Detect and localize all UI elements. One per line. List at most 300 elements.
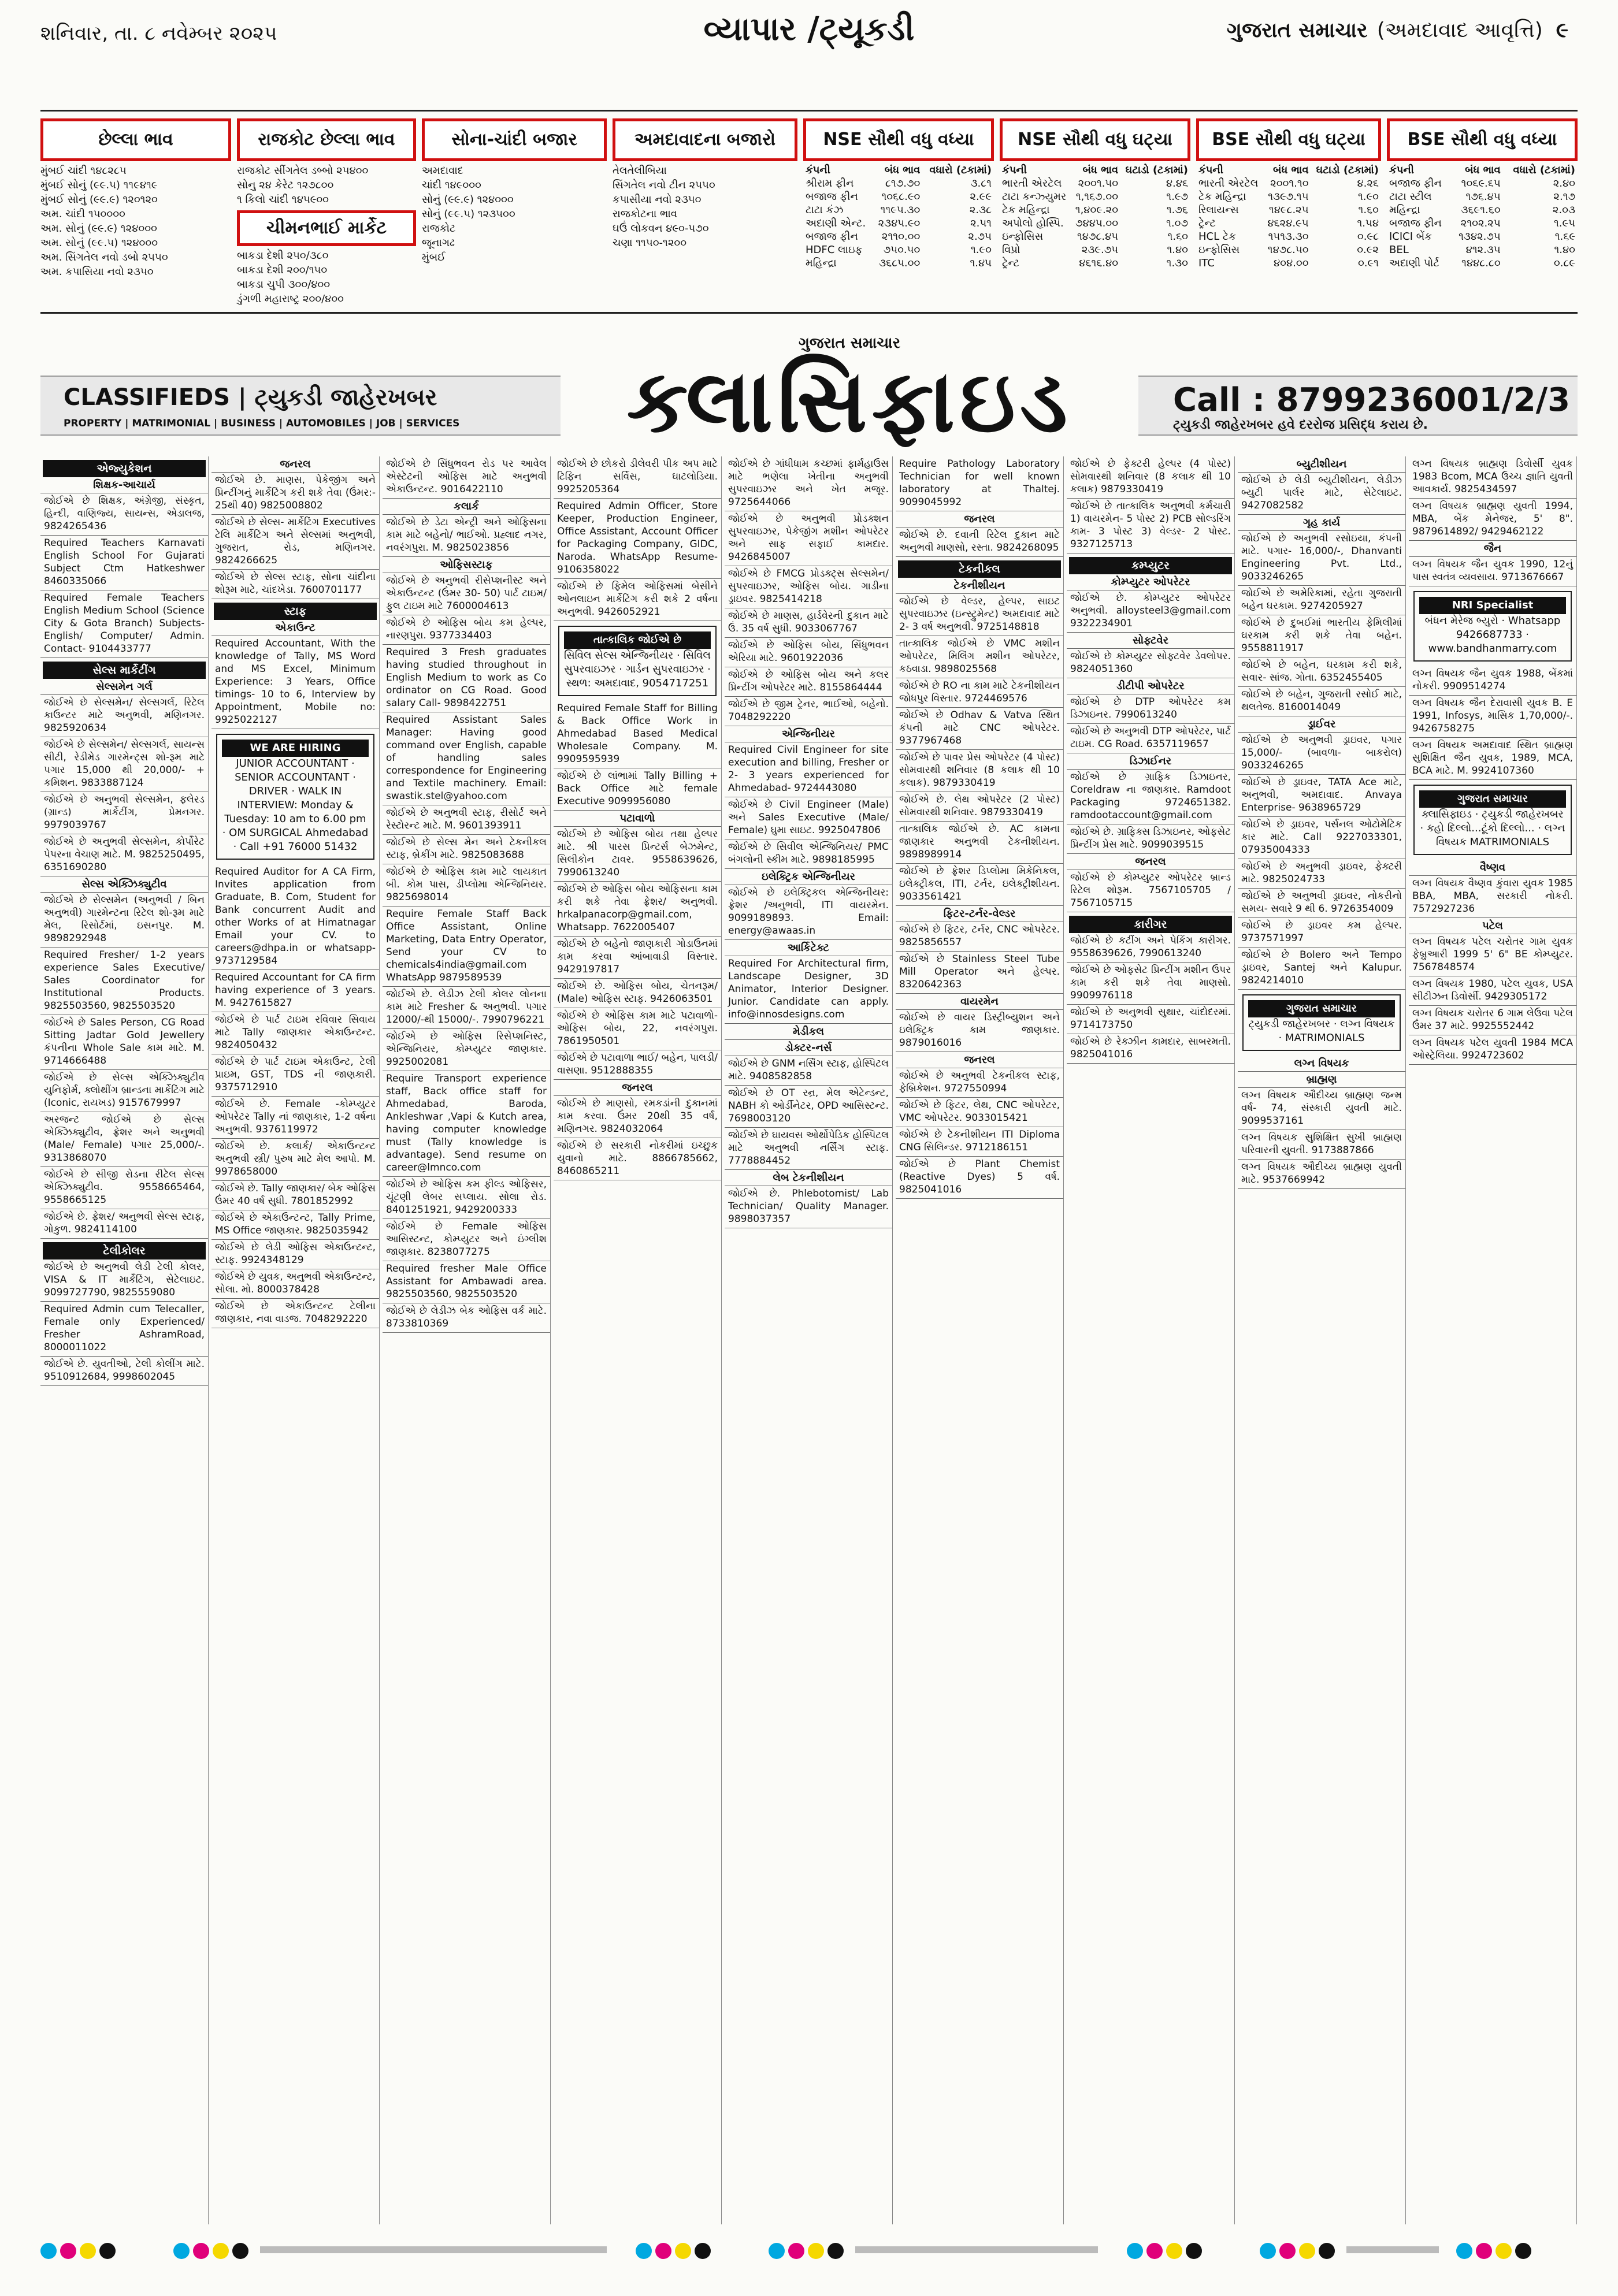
table-row — [1387, 177, 1578, 190]
category-heading: એન્જિનીયર — [725, 726, 892, 742]
table-row — [803, 243, 994, 257]
classified-ad: જોઈએ છે લાંભામાં Tally Billing + Back Office માટે female Executive 9099956080 — [554, 768, 721, 811]
market-line: અમદાવાદ — [422, 165, 463, 177]
table-cell: ૪.૪૬ — [1166, 177, 1188, 190]
table-row — [1196, 177, 1381, 190]
classified-ad: જોઈએ છે લેડી ઓફિસ એકાઉન્ટન્ટ, સ્ટાફ. 9924348129 — [211, 1240, 379, 1269]
classified-ad: તાત્કાલિક જોઈએ છે. AC કામના જાણકાર અનુભવી ટેકનીશીયન. 9898989914 — [896, 822, 1063, 864]
table-cell: ૧.૯૦ — [970, 244, 992, 256]
table-cell: ૧.૪૦ — [1554, 244, 1575, 256]
registration-dot — [232, 2243, 248, 2259]
market-line: બાકડા દેશી ૨૦૦/૧૫૦ — [237, 264, 328, 276]
classified-ad: જોઈએ છે સેલ્સમેન/ સેલ્સગર્લ, રિટેલ કાઉન્ટર માટે અનુભવી, મણિનગર. 9825920634 — [40, 695, 208, 737]
classified-ad: જોઈએ છે અનુભવી સુથાર, ચાંદોદરમાં. 9714173750 — [1067, 1005, 1234, 1034]
classified-ad: Required Teachers Karnavati English School For Gujarati Subject Ctm Hatkeshwer 8460335066 — [40, 536, 208, 590]
table-cell: ૧.૩૦ — [1166, 257, 1188, 269]
registration-dot — [60, 2243, 76, 2259]
table-cell: ટેક મહિન્દ્રા — [1002, 204, 1050, 216]
classified-column — [896, 456, 1064, 2224]
classified-ad: જોઈએ છે ઓફિસ બોય અને કલર પ્રિન્ટીંગ ઓપરેટર માટે. 8155864444 — [725, 667, 892, 697]
classified-ad: જોઈએ છે બહેન, ગુજરાતી રસોઈ માટે, થલતેજ. 8160014049 — [1238, 687, 1405, 716]
classified-ad: જોઈએ છે DTP ઓપરેટર કમ ડિઝાઇનર. 7990613240 — [1067, 694, 1234, 724]
gray-scale-bar — [855, 2246, 1098, 2253]
classified-ad: લગ્ન વિષયક પટેલ ચરોતર ગામ યુવક ફેબ્રુઆરી 1999 5' 6" BE કોમ્પ્યુટર. 7567848574 — [1409, 934, 1576, 976]
table-cell: ૨.૭૫ — [968, 231, 992, 243]
classified-ad: જોઈએ છે. લેથ ઓપરેટર (2 પોસ્ટ) સોમવારથી શનિવાર. 9879330419 — [896, 792, 1063, 822]
classified-ad: જોઈએ છે તાત્કાલિક અનુભવી કર્મચારી 1) વાયરમેન- 5 પોસ્ટ 2) PCB સોલ્ડરિંગ કામ- 3 પોસ્ટ 3) વેલ્ડર- 2 પોસ્ટ. 9327125713 — [1067, 499, 1234, 553]
classified-ad: જોઈએ છે ફેક્ટરી હેલ્પર (4 પોસ્ટ) સોમવારથી શનિવાર (8 કલાક થી 10 કલાક) 9879330419 — [1067, 456, 1234, 499]
category-heading: જનરલ — [554, 1080, 721, 1096]
classified-ad: જોઈએ છે ઓફિસ બોય કમ હેલ્પર, નારણપુરા. 9377334403 — [383, 615, 550, 645]
table-cell: ૧.૯૦ — [1357, 191, 1379, 203]
table-cell: ૧.૭૬ — [1166, 204, 1188, 216]
market-title: સોના-ચાંદી બજાર — [422, 118, 607, 161]
registration-dot — [769, 2243, 785, 2259]
classified-ad: જોઈએ છે ઘાયવસ ઓર્થોપેડિક હોસ્પિટલ માટે અનુભવી નર્સિંગ સ્ટાફ. 7778884452 — [725, 1128, 892, 1170]
table-cell: ૧.૬૦ — [1358, 204, 1379, 216]
classified-column — [383, 456, 551, 2224]
table-header: વધારો (ટકામાં) — [929, 164, 992, 176]
market-nse-down — [1000, 118, 1190, 292]
table-cell: HCL ટેક — [1198, 231, 1237, 243]
table-row — [1387, 230, 1578, 243]
table-header: કંપની — [1002, 164, 1027, 176]
table-row — [803, 190, 994, 203]
classified-ad: જોઈએ છે ઓફિસ બોય ઓફિસના કામ કરી શકે તેવા ફ્રેશર/ અનુભવી. hrkalpanacorp@gmail.com, Whatsapp. 7622005407 — [554, 882, 721, 937]
table-cell: ૩.૮૧ — [970, 177, 992, 190]
display-ad-body: ક્લાસિફાઇડ · ટ્યુકડી જાહેરખબર · કહો દિલ્લો...ટૂંકો દિલ્લો... · લગ્ન વિષયક MATRIMONIALS — [1420, 808, 1565, 848]
market-line: સોનુ ૨૪ કેરેટ ૧૨૭૮૦૦ — [237, 179, 334, 191]
classified-ad: જોઈએ છે અમેરિકામાં, રહેતા ગુજરાતી બહેન ઘરકામ. 9274205927 — [1238, 586, 1405, 615]
market-title: NSE સૌથી વધુ વધ્યા — [803, 118, 994, 161]
table-cell: ૧૩૪૨.૭૫ — [1459, 231, 1501, 243]
category-heading: ઓફિસસ્ટાફ — [383, 557, 550, 573]
classified-ad: જોઈએ છે સેલ્સ સ્ટાફ, સોના ચાંદીના શોરૂમ માટે, ચાંદખેડા. 7600701177 — [211, 570, 379, 599]
market-line: સોનું (૯૯.૫) ૧૨૩૫૦૦ — [422, 208, 515, 220]
category-heading: લગ્ન વિષયક — [1238, 1056, 1405, 1072]
classified-ad: જોઈએ છે જીમ ટ્રેનર, ભાઈઓ, બહેનો. 7048292220 — [725, 697, 892, 726]
classified-ad: જોઈએ છે ઓફિસ બોય, સિંધુભવન એરિયા માટે. 9601922036 — [725, 638, 892, 667]
table-header: ઘટાડો (ટકામાં) — [1125, 164, 1188, 176]
registration-dot — [1146, 2243, 1163, 2259]
category-heading: કલાર્ક — [383, 499, 550, 515]
classified-ad: જોઈએ છે GNM નર્સિંગ સ્ટાફ, હોસ્પિટલ માટે. 9408582858 — [725, 1056, 892, 1086]
classified-ad: જોઈએ છે સેલ્સ- માર્કેટિંગ Executives ટેલિ માર્કેટિંગ અને સેલ્સમાં અનુભવી, ગુજરાત, રોડ, મણિનગર. 9824266625 — [211, 515, 379, 570]
classified-ad: Required fresher Male Office Assistant for Ambawadi area. 9825503560, 9825503520 — [383, 1261, 550, 1303]
display-ad-heading: ગુજરાત સમાચાર — [1248, 1000, 1395, 1017]
market-line: અમ. કપાસિયા નવો ૨૩૫૦ — [40, 266, 154, 278]
table-cell: અદાણી પોર્ટ — [1389, 257, 1439, 269]
gray-scale-bar — [1346, 2246, 1439, 2253]
classified-ad: જોઈએ છે છોકરો ડીલેવરી પીક અપ માટે ટિફિન સર્વિસ, ઘાટલોડિયા. 9925205364 — [554, 456, 721, 499]
table-cell: ૧.૬૯ — [1554, 231, 1575, 243]
classified-ad: Require Female Staff Back Office Assistant, Online Marketing, Data Entry Operator, Send your CV to chemicals4india@gmail.com WhatsApp 9879589539 — [383, 906, 550, 987]
market-line: અમ. ચાંદી ૧૫૦૦૦૦ — [40, 208, 125, 220]
category-heading: સોફ્ટવેર — [1067, 633, 1234, 649]
classified-ad: જોઈએ છે. યુવતીઓ, ટેલી કોલીંગ માટે. 9510912684, 9998602045 — [40, 1357, 208, 1386]
classified-ad: જોઈએ છે પાર્ટ ટાઇમ એકાઉન્ટ, ટેલી પ્રાઇમ, GST, TDS ની જાણકારી. 9375712910 — [211, 1054, 379, 1097]
display-ad-heading: ગુજરાત સમાચાર — [1419, 790, 1566, 808]
display-ad-body: બંધન મેરેજ બ્યુરો · Whatsapp 9426687733 · www.bandhanmarry.com — [1424, 615, 1561, 655]
table-cell: ૪૬૧૬.૪૦ — [1079, 257, 1119, 269]
category-heading: ડોક્ટર-નર્સ — [725, 1040, 892, 1056]
classified-ad: લગ્ન વિષયક ઔદીચ્ય બ્રાહ્મણ જન્મ વર્ષ- 74, સંસ્કારી યુવતી માટે. 9099537161 — [1238, 1088, 1405, 1130]
category-heading: સેલ્સમેન ગર્લ — [40, 679, 208, 695]
table-header: કંપની — [1389, 164, 1414, 176]
classified-label: CLASSIFIEDS | ટ્યુકડી જાહેરખબર — [64, 384, 437, 411]
display-ad-heading: NRI Specialist — [1419, 597, 1566, 614]
classified-ad: જોઈએ છે સેલ્સ મેન અને ટેકનીકલ સ્ટાફ, બ્રેકીંગ માટે. 9825083688 — [383, 835, 550, 864]
classified-ad: લગ્ન વિષયક ઔદીચ્ય બ્રાહ્મણ યુવતી માટે. 9537669942 — [1238, 1160, 1405, 1189]
registration-dot — [1299, 2243, 1315, 2259]
classified-ad: જોઈએ છે અનુભવી DTP ઓપરેટર, પાર્ટ ટાઇમ. CG Road. 6357119657 — [1067, 724, 1234, 753]
classified-ad: જોઈએ છે ફિમેલ ઓફિસમાં બેસીને ઓનલાઇન માર્કેટિંગ કરી શકે 2 વર્ષના અનુભવી. 9426052921 — [554, 579, 721, 621]
classified-ad: જોઈએ છે સિંધુભવન રોડ પર આવેલ એસ્ટેટની ઓફિસ માટે અનુભવી એકાઉન્ટન્ટ. 9016422110 — [383, 456, 550, 499]
classified-ad: જોઈએ છે અનુભવી રસોઇયા, કંપની માટે. પગાર- 16,000/-, Dhanvanti Engineering Pvt. Ltd., 9033246265 — [1238, 531, 1405, 586]
classified-ad: જોઈએ છે ગ્રાફિક ડિઝાઇનર, Coreldraw ના જાણકાર. Ramdoot Packaging 9724651382. ramdootaccount@gmail.com — [1067, 770, 1234, 824]
category-heading: પટાવાળો — [554, 811, 721, 827]
classified-ad: જોઈએ છે. દવાની રિટેલ દુકાન માટે અનુભવી માણસો, રસ્તા. 9824268095 — [896, 527, 1063, 557]
classified-ad: જોઈએ છે કોમ્પ્યુટર ઓપરેટર બ્રાન્ડ રિટેલ શોરૂમ. 7567105705 / 7567105715 — [1067, 870, 1234, 912]
classified-call-note: ટ્યુકડી જાહેરખબર હવે દરરોજ પ્રસિદ્ધ કરાય છે. — [1173, 418, 1428, 432]
category-heading: જનરલ — [1067, 854, 1234, 870]
classified-ad: જોઈએ છે. માણસ, પેકેજીંગ અને પ્રિન્ટીંગનું માર્કેટિંગ કરી શકે તેવા (ઉંમર:- 25થી 40) 9825008802 — [211, 473, 379, 515]
registration-dot — [1186, 2243, 1202, 2259]
table-cell: ૧.૯૫ — [1553, 217, 1575, 229]
table-cell: ૧૪૭૮.૫૦ — [1267, 244, 1309, 256]
table-cell: ૧.૪૦ — [1167, 244, 1188, 256]
table-cell: ૩૬૯૧.૬૦ — [1461, 204, 1501, 216]
table-cell: ૭૪૪૫.૦૦ — [1075, 217, 1119, 229]
classified-ad: Required Female Teachers English Medium School (Science City & Gota Branch) Subjects- English/ Computer/ Admin. Contact- 9104433777 — [40, 590, 208, 658]
registration-dot — [99, 2243, 116, 2259]
table-cell: ૭૫૦.૫૦ — [883, 244, 921, 256]
table-row — [1387, 190, 1578, 203]
table-cell: HDFC લાઇફ — [806, 244, 863, 256]
classified-ad: જોઈએ છે Sales Person, CG Road Sitting Jadtar Gold Jewellery કંપનીના Whole Sale કામ માટે. M. 9714666488 — [40, 1015, 208, 1070]
table-cell: શ્રીરામ ફીન — [806, 177, 854, 190]
category-heading: ગૃહ કાર્ય — [1238, 515, 1405, 531]
table-cell: ૨.૧૭ — [1553, 191, 1575, 203]
table-cell: ૧૧૯૫.૩૦ — [880, 204, 921, 216]
classified-ad: જોઈએ છે. કલાર્ક/ એકાઉન્ટન્ટ અનુભવી સ્ત્રી/ પુરુષ માટે મેલ આપો. M. 9978658000 — [211, 1139, 379, 1181]
classified-ad: જોઈએ છે કોમ્પ્યુટર સોફ્ટવેર ડેવલોપર. 9824051360 — [1067, 649, 1234, 678]
classified-ad: જોઈએ છે પટાવાળા ભાઈ/ બહેન, પાલડી/ વાસણા. 9512888355 — [554, 1050, 721, 1080]
category-heading: વાયરમેન — [896, 994, 1063, 1010]
table-cell: ૪૦૪.૦૦ — [1274, 257, 1309, 269]
category-heading: જનરલ — [211, 456, 379, 473]
table-cell: ૨૦૦૧.૫૦ — [1078, 177, 1119, 190]
market-line: અમ. સોનું (૯૯.૯) ૧૨૪૦૦૦ — [40, 222, 157, 235]
market-line: જૂનાગઢ — [422, 237, 455, 249]
classified-ad: જોઈએ છે ઓફિસ રિસેપ્શનિસ્ટ, એન્જિનિયર, કોમ્પ્યુટર જાણકાર. 9925002081 — [383, 1029, 550, 1071]
table-cell: ૩૬૮૫.૦૦ — [879, 257, 921, 269]
table-cell: ૧૪૯૮.૨૫ — [1268, 204, 1309, 216]
classified-ad: જોઈએ છે એકાઉન્ટન્ટ, Tally Prime, MS Office જાણકાર. 9825035942 — [211, 1210, 379, 1240]
table-cell: ટાટા સ્ટીલ — [1389, 191, 1432, 203]
section-heading: સ્ટાફ — [214, 603, 377, 620]
table-cell: ઇન્ફોસિસ — [1002, 231, 1044, 243]
classified-ad: જોઈએ છે ટેકનીશીયન ITI Diploma CNG સિલિન્ડર. 9712186151 — [896, 1127, 1063, 1157]
category-heading: કોમ્પ્યુટર ઓપરેટર — [1067, 574, 1234, 590]
registration-dot — [636, 2243, 652, 2259]
market-line: કપાસીયા નવો ૨૩૫૦ — [613, 194, 702, 206]
market-line: રાજકોટના ભાવ — [613, 208, 677, 220]
classified-ad: અરજન્ટ જોઈએ છે સેલ્સ એક્ઝિક્યુટીવ, ફ્રેશર અને અનુભવી (Male/ Female) પગાર 25,000/-. 9313868070 — [40, 1112, 208, 1167]
market-line: મુંબઈ સોનું (૯૯.૫) ૧૧૯૪૧૯ — [40, 179, 158, 191]
table-cell: ટાટા કંઝ — [806, 204, 844, 216]
table-header: ઘટાડો (ટકામાં) — [1316, 164, 1379, 176]
table-cell: ૧૩૯૭.૧૫ — [1268, 191, 1309, 203]
classified-ad: જોઈએ છે સેલ્સ એક્ઝિક્યુટીવ યુનિફોર્મ, ક્લોથીંગ બ્રાન્ડના માર્કેટિંગ માટે (Iconic, રાયખડ) 9157679997 — [40, 1070, 208, 1112]
table-cell: ટાટા કન્ઝ્યુમર — [1002, 191, 1067, 203]
table-row — [1000, 230, 1190, 243]
registration-dot — [1495, 2243, 1512, 2259]
classified-ad: લગ્ન વિષયક બ્રાહ્મણ યુવતી 1994, MBA, બેંક મેનેજર, 5' 8". 9879614892/ 9429462122 — [1409, 499, 1576, 541]
classified-ad: જોઈએ છે સરકારી નોકરીમાં ઇચ્છુક યુવાનો માટે. 8866785662, 8460865211 — [554, 1138, 721, 1180]
table-cell: બજાજ ફીન — [806, 191, 858, 203]
category-heading: જનરલ — [896, 1052, 1063, 1068]
registration-dot — [1260, 2243, 1276, 2259]
classified-ad: જોઈએ છે. ફ્રેશર/ અનુભવી સેલ્સ સ્ટાફ, ગોકુળ. 9824114100 — [40, 1209, 208, 1239]
category-heading: ટેકનીશીયન — [896, 578, 1063, 594]
classified-ad: જોઈએ છે ડ્રાઇવર, પર્સનલ ઓટોમેટિક કાર માટે. Call 9227033301, 07935004333 — [1238, 817, 1405, 859]
classified-call: Call : 8799236001/2/3 — [1173, 381, 1571, 419]
classified-ad: જોઈએ છે ઓફિસ કમ ફીલ્ડ ઓફિસર, ચૂંટણી લેબર સપ્લાય. સોલા રોડ. 8401251921, 9429200333 — [383, 1177, 550, 1219]
classified-ad: જોઈએ છે OT રન્ર, મેલ એટેન્ડન્ટ, NABH કો ઓર્ડીનેટર, OPD આસિસ્ટન્ટ. 7698003120 — [725, 1086, 892, 1128]
section-heading: કારીગર — [1069, 916, 1232, 933]
classified-ad: જોઈએ છે અનુભવી રીસેપ્શનીસ્ટ અને એકાઉન્ટન્ટ (ઉંમર 30- 50) પાર્ટ ટાઇમ/ ફુલ ટાઇમ માટે 7600004613 — [383, 573, 550, 615]
registration-dot — [1515, 2243, 1531, 2259]
classified-ad: Required Admin cum Telecaller, Female only Experienced/ Fresher AshramRoad, 8000011022 — [40, 1302, 208, 1357]
table-row — [1000, 243, 1190, 257]
classified-ad: જોઈએ છે ઓફિસ બોય તથા હેલ્પર માટે. શ્રી પારસ પ્રિન્ટર્સ બેઝમેન્ટ, સિલીકોન ટાવર. 9558639626, 7990613240 — [554, 827, 721, 882]
category-heading: જૈન — [1409, 541, 1576, 557]
classified-ad: જોઈએ છે Stainless Steel Tube Mill Operator અને હેલ્પર. 8320642363 — [896, 952, 1063, 994]
classified-ad: જોઈએ છે અનુભવી સેલ્સમેન, કોર્પોરેટ પેપરના વેચાણ માટે. M. 9825250495, 6351690280 — [40, 834, 208, 876]
table-header: બંધ ભાવ — [1082, 164, 1119, 176]
classified-ad: Required Assistant Sales Manager: Having good command over English, capable of handling sales correspondence for Engineering and Textile machinery. Email: swastik.stel@yahoo.com — [383, 712, 550, 805]
classified-ad: જોઈએ છે Bolero અને Tempo ડ્રાઇવર, Santej અને Kalupur. 9824214010 — [1238, 948, 1405, 990]
classified-categories: PROPERTY | MATRIMONIAL | BUSINESS | AUTOMOBILES | JOB | SERVICES — [64, 418, 460, 429]
classified-ad: Required Auditor for A CA Firm, Invites application from Graduate, B. Com, Student for Bank concurrent Audit and other Works of at Himatnagar Email your CV. to careers@dhpa.in or whatsapp- 9737129584 — [211, 864, 379, 970]
table-cell: BEL — [1389, 244, 1409, 256]
market-line: ચાંદી ૧૪૯૦૦૦ — [422, 179, 481, 191]
display-ad-body: ટ્યુકડી જાહેરખબર · લગ્ન વિષયક · MATRIMONIALS — [1248, 1018, 1395, 1044]
table-cell: ૧,૪૦૯.૨૦ — [1075, 204, 1119, 216]
market-line: ડુંગળી મહારાષ્ટ્ર ૨૦૦/૪૦૦ — [237, 293, 344, 305]
display-ad-heading: WE ARE HIRING — [222, 740, 369, 757]
table-cell: ૧૦૬૮.૯૦ — [881, 191, 921, 203]
table-cell: ૨૦૦૧.૧૦ — [1270, 177, 1309, 190]
registration-dot — [40, 2243, 57, 2259]
table-row — [1387, 257, 1578, 270]
registration-dot — [1319, 2243, 1335, 2259]
category-heading: ઇલેક્ટ્રિક એન્જિનીયર — [725, 869, 892, 885]
market-ahmedabad — [613, 118, 797, 292]
market-title: અમદાવાદના બજારો — [613, 118, 797, 161]
table-row — [1196, 203, 1381, 217]
display-ad — [558, 626, 717, 696]
classified-ad: જોઈએ છે બહેનો જાણકારી ગોડાઉનમાં કામ કરવા આંબાવાડી વિસ્તાર. 9429197817 — [554, 937, 721, 979]
registration-dot — [655, 2243, 671, 2259]
table-cell: ભારતી એરટેલ — [1002, 177, 1062, 190]
table-row — [1196, 190, 1381, 203]
table-header: બંધ ભાવ — [884, 164, 921, 176]
table-row — [1196, 257, 1381, 270]
table-row — [803, 230, 994, 243]
classified-ad: Required Accountant, With the knowledge of Tally, MS Word and MS Excel, Minimum Experience: 3 Years, Office timings- 10 to 6, Interview by Appointment, Mobile no: 9925022127 — [211, 636, 379, 729]
market-subtitle: ચીમનભાઈ માર્કેટ — [237, 210, 416, 246]
category-heading: જનરલ — [896, 511, 1063, 527]
category-heading: શિક્ષક-આચાર્ય — [40, 477, 208, 493]
classified-ad: જોઈએ છે સેલ્સમેન (અનુભવી / બિન અનુભવી) ગારમેન્ટના રિટેલ શો-રૂમ માટે મેલ, રિસોર્ટમાં, ઇસનપુર. M. 9898292948 — [40, 893, 208, 948]
category-heading: બ્યુટીશીયન — [1238, 456, 1405, 473]
table-row — [1387, 243, 1578, 257]
market-chhella-bhav — [40, 118, 231, 292]
newspaper-logo: ગુજરાત સમાચાર — [1226, 18, 1368, 42]
masthead — [40, 6, 1578, 58]
registration-dot — [1127, 2243, 1143, 2259]
classified-ad: લગ્ન વિષયક 1980, પટેલ યુવક, USA સીટીઝન ડિવોર્સી. 9429305172 — [1409, 976, 1576, 1006]
table-row — [803, 203, 994, 217]
classified-ad: જોઈએ છે અનુભવી પ્રોડક્શન સુપરવાઇઝર, પેકેજીંગ મશીન ઓપરેટર અને સાફ સફાઈ કામદાર. 9426845007 — [725, 511, 892, 566]
table-cell: ઇન્ફોસિસ — [1198, 244, 1240, 256]
registration-dot — [80, 2243, 96, 2259]
table-cell: અપોલો હોસ્પિ. — [1002, 217, 1064, 229]
table-cell: ૨.૫૧ — [970, 217, 992, 229]
table-header: બંધ ભાવ — [1273, 164, 1309, 176]
category-heading: આર્કિટેક્ટ — [725, 940, 892, 956]
classified-column — [1067, 456, 1235, 2224]
registration-dot — [788, 2243, 804, 2259]
table-cell: ૦.૯૮ — [1357, 231, 1379, 243]
table-cell: ૨૩૯.૭૫ — [1081, 244, 1119, 256]
table-cell: ૧૫૧૩.૩૦ — [1268, 231, 1309, 243]
table-cell: ટ્રેન્ટ — [1002, 257, 1019, 269]
section-heading: કમ્પ્યુટર — [1069, 557, 1232, 574]
classified-brand: ગુજરાત સમાચાર — [798, 335, 901, 352]
display-ad — [1413, 591, 1572, 662]
table-cell: ૧.૫૪ — [1357, 217, 1379, 229]
table-cell: ૨૧૧૦.૦૦ — [881, 231, 921, 243]
print-color-bar — [0, 2242, 1618, 2276]
table-cell: ૧.૪૫ — [970, 257, 992, 269]
registration-dot — [1476, 2243, 1492, 2259]
table-cell: બજાજ ફીન — [1389, 217, 1442, 229]
registration-dot — [1166, 2243, 1182, 2259]
market-line: બાકડા દેશી ૨૫૦/૩૮૦ — [237, 250, 329, 262]
market-line: અમ. સિંગતેલ નવો ડબો ૨૫૫૦ — [40, 251, 168, 263]
classified-ad: લગ્ન વિષયક પટેલ યુવતી 1984 MCA ઓસ્ટ્રેલિયા. 9924723602 — [1409, 1035, 1576, 1065]
category-heading: પટેલ — [1409, 918, 1576, 934]
registration-dot — [695, 2243, 711, 2259]
market-line: મુંબઈ સોનું (૯૯.૯) ૧૨૦૧૨૦ — [40, 194, 158, 206]
table-cell: ટેક મહિન્દ્રા — [1198, 191, 1246, 203]
market-rajkot — [237, 118, 416, 305]
gray-scale-bar — [260, 2246, 607, 2253]
edition-line — [1227, 18, 1578, 43]
table-cell: ૪.૨૬ — [1357, 177, 1379, 190]
classified-column — [1409, 456, 1577, 2224]
classified-ad: લગ્ન વિષયક બ્રાહ્મણ ડિવોર્સી યુવક 1983 Bcom, MCA ઉચ્ચ જ્ઞાતિ યુવતી આવકાર્ય. 9825434597 — [1409, 456, 1576, 499]
table-cell: ICICI બેંક — [1389, 231, 1432, 243]
table-row — [1000, 217, 1190, 230]
classified-ad: લગ્ન વિષયક વૈષ્ણવ કુંવારા યુવક 1985 BBA, MBA, સરકારી નોકરી. 7572927236 — [1409, 876, 1576, 918]
classified-ad: Required Fresher/ 1-2 years experience Sales Executive/ Sales Coordinator for Institutional Products. 9825503560, 9825503520 — [40, 948, 208, 1015]
page-number: ૯ — [1556, 18, 1568, 42]
classified-ad: જોઈએ છે ડ્રાઇવર, TATA Ace માટે, અનુભવી, અમદાવાદ. Anvaya Enterprise- 9638965729 — [1238, 775, 1405, 817]
classified-ad: જોઈએ છે ઇલેક્ટ્રિકલ એન્જિનીયર: ફ્રેશર /અનુભવી, ITI વાયરમેન. 9099189893. Email: energy@awaas.in — [725, 885, 892, 940]
classified-ad: જોઈએ છે સિવીલ એન્જિનિયર/ PMC બંગલોની સ્કીમ માટે. 9898185995 — [725, 839, 892, 869]
section-heading: સેલ્સ માર્કેટીંગ — [43, 662, 206, 679]
classified-ad: Require Transport experience staff, Back office staff for Ahmedabad, Baroda, Ankleshwar ,Vapi & Kutch area, having computer knowledge must (Tally knowledge is advantage). Send resume on career@lmnco.com — [383, 1071, 550, 1177]
classified-ad: જોઈએ છે અનુભવી સ્ટાફ, રીસોર્ટ અને રેસ્ટોરન્ટ માટે. M. 9601393911 — [383, 805, 550, 835]
table-row — [1196, 243, 1381, 257]
classified-ad: જોઈએ છે દુબઈમાં ભારતીય ફેમિલીમાં ઘરકામ કરી શકે તેવા બહેન. 9558811917 — [1238, 615, 1405, 657]
registration-dot — [675, 2243, 691, 2259]
section-heading: એજ્યુકેશન — [43, 460, 206, 477]
table-row — [1387, 203, 1578, 217]
classified-ad: જોઈએ છે Odhav & Vatva સ્થિત કંપની માટે CNC ઓપરેટર. 9377967468 — [896, 708, 1063, 750]
classified-ad: જોઈએ છે ફિટર, લેથ, CNC ઓપરેટર, VMC ઓપરેટર. 9033015421 — [896, 1098, 1063, 1127]
classified-ad: જોઈએ છે. Tally જાણકાર/ બેક ઓફિસ ઉંમર 40 વર્ષ સુધી. 7801852992 — [211, 1181, 379, 1210]
classified-column — [40, 456, 209, 2224]
classified-ad: લગ્ન વિષયક જૈન યુવક 1990, 12નું પાસ સ્વતંત્ર વ્યવસાય. 9713676667 — [1409, 557, 1576, 586]
table-cell: ૨.૩૮ — [969, 204, 992, 216]
classified-ad: લગ્ન વિષયક અમદાવાદ સ્થિત બ્રાહ્મણ સુશિક્ષિત જૈન યુવક, 1989, MCA, BCA માટે. M. 9924107360 — [1409, 738, 1576, 780]
registration-dot — [808, 2243, 824, 2259]
table-cell: બજાજ ફીન — [806, 231, 858, 243]
table-row — [1000, 203, 1190, 217]
table-row — [803, 257, 994, 270]
classified-ad: જોઈએ છે ડ્રાઇવર કમ હેલ્પર. 9737571997 — [1238, 918, 1405, 948]
table-cell: ૧,૧૬૭.૦૦ — [1075, 191, 1119, 203]
classified-ad: Required Female Staff for Billing & Back Office Work in Ahmedabad Based Medical Wholesale Company. M. 9909595939 — [554, 701, 721, 768]
market-title: છેલ્લા ભાવ — [40, 118, 231, 161]
classified-ad: લગ્ન વિષયક સુશિક્ષિત સુખી બ્રાહ્મણ પરિવારની યુવતી. 9173887866 — [1238, 1130, 1405, 1160]
classified-ad: જોઈએ છે યુવક, અનુભવી એકાઉન્ટન્ટ, સોલા. મો. 8000378428 — [211, 1269, 379, 1299]
table-cell: ૨.૦૩ — [1552, 204, 1575, 216]
market-line: ૧ કિલો ચાંદી ૧૪૫૯૦૦ — [237, 194, 329, 206]
registration-dot — [1456, 2243, 1472, 2259]
classified-ad: જોઈએ છે Female ઓફિસ આસિસ્ટન્ટ, કોમ્પ્યુટર અને ઇંગ્લીશ જાણકાર. 8238077275 — [383, 1219, 550, 1261]
classified-ad: જોઈએ છે અનુભવી ડ્રાઇવર, ફેક્ટરી માટે. 9825024733 — [1238, 859, 1405, 889]
classified-ad: જોઈએ છે. લેડીઝ ટેલી કોલર લોનના કામ માટે Fresher & અનુભવી. પગાર 12000/-થી 15000/-. 7990796221 — [383, 987, 550, 1029]
table-cell: ૨૩૪૫.૯૦ — [878, 217, 921, 229]
classified-column — [554, 456, 722, 2224]
masthead-rule — [40, 110, 1578, 112]
classified-ad: Required 3 Fresh graduates having studied throughout in English Medium to work as Co ordinator on CG Road. Good salary Call- 9898422751 — [383, 645, 550, 712]
market-title: રાજકોટ છેલ્લા ભાવ — [237, 118, 416, 161]
table-header: બંધ ભાવ — [1465, 164, 1501, 176]
classified-ad: જોઈએ છે ડેટા એન્ટ્રી અને ઓફિસના કામ માટે બહેનો/ ભાઈઓ. પ્રહ્લાદ નગર, નવરંગપુરા. M. 9825023856 — [383, 515, 550, 557]
market-line: ઘઉં લોકવન ૪૯૦-૫૭૦ — [613, 222, 709, 235]
category-heading: મેડીકલ — [725, 1024, 892, 1040]
classified-ad: જોઈએ છે વાયર ડિસ્ટ્રીબ્યુશન અને ઇલેક્ટ્રિક કામ જાણકાર. 9879016016 — [896, 1010, 1063, 1052]
classified-ad: જોઈએ છે ઓફિસ કામ માટે લાયકાત બી. કોમ પાસ, ડીપ્લોમા એન્જિનિયર. 9825698014 — [383, 864, 550, 906]
market-line: સિંગતેલ નવો ટીન ૨૫૫૦ — [613, 179, 715, 191]
table-row — [1196, 217, 1381, 230]
classified-ad: જોઈએ છે લેડીઝ બેક ઓફિસ વર્ક માટે. 8733810369 — [383, 1303, 550, 1333]
classified-ad: જોઈએ છે શિક્ષક, અંગ્રેજી, સંસ્કૃત, હિન્દી, વાણિજ્ય, સાયન્સ, એડાલજ, 9824265436 — [40, 493, 208, 536]
classified-ad: Required Accountant for CA firm having experience of 3 years. M. 9427615827 — [211, 970, 379, 1012]
display-ad-body: JUNIOR ACCOUNTANT · SENIOR ACCOUNTANT · DRIVER · WALK IN INTERVIEW: Monday & Tuesday: 10 am to 6.00 pm · OM SURGICAL Ahmedabad · Call +91 76000 51432 — [222, 757, 369, 853]
classified-ad: જોઈએ છે FMCG પ્રોડક્ટ્સ સેલ્સમેન/ સુપરવાઇઝર, ઓફિસ બોય. ગાડીના ડ્રાઇવર. 9825414218 — [725, 566, 892, 608]
classified-ad: જોઈએ છે Plant Chemist (Reactive Dyes) 5 વર્ષ. 9825041016 — [896, 1157, 1063, 1199]
display-ad — [1242, 994, 1401, 1051]
table-header: વધારો (ટકામાં) — [1513, 164, 1575, 176]
